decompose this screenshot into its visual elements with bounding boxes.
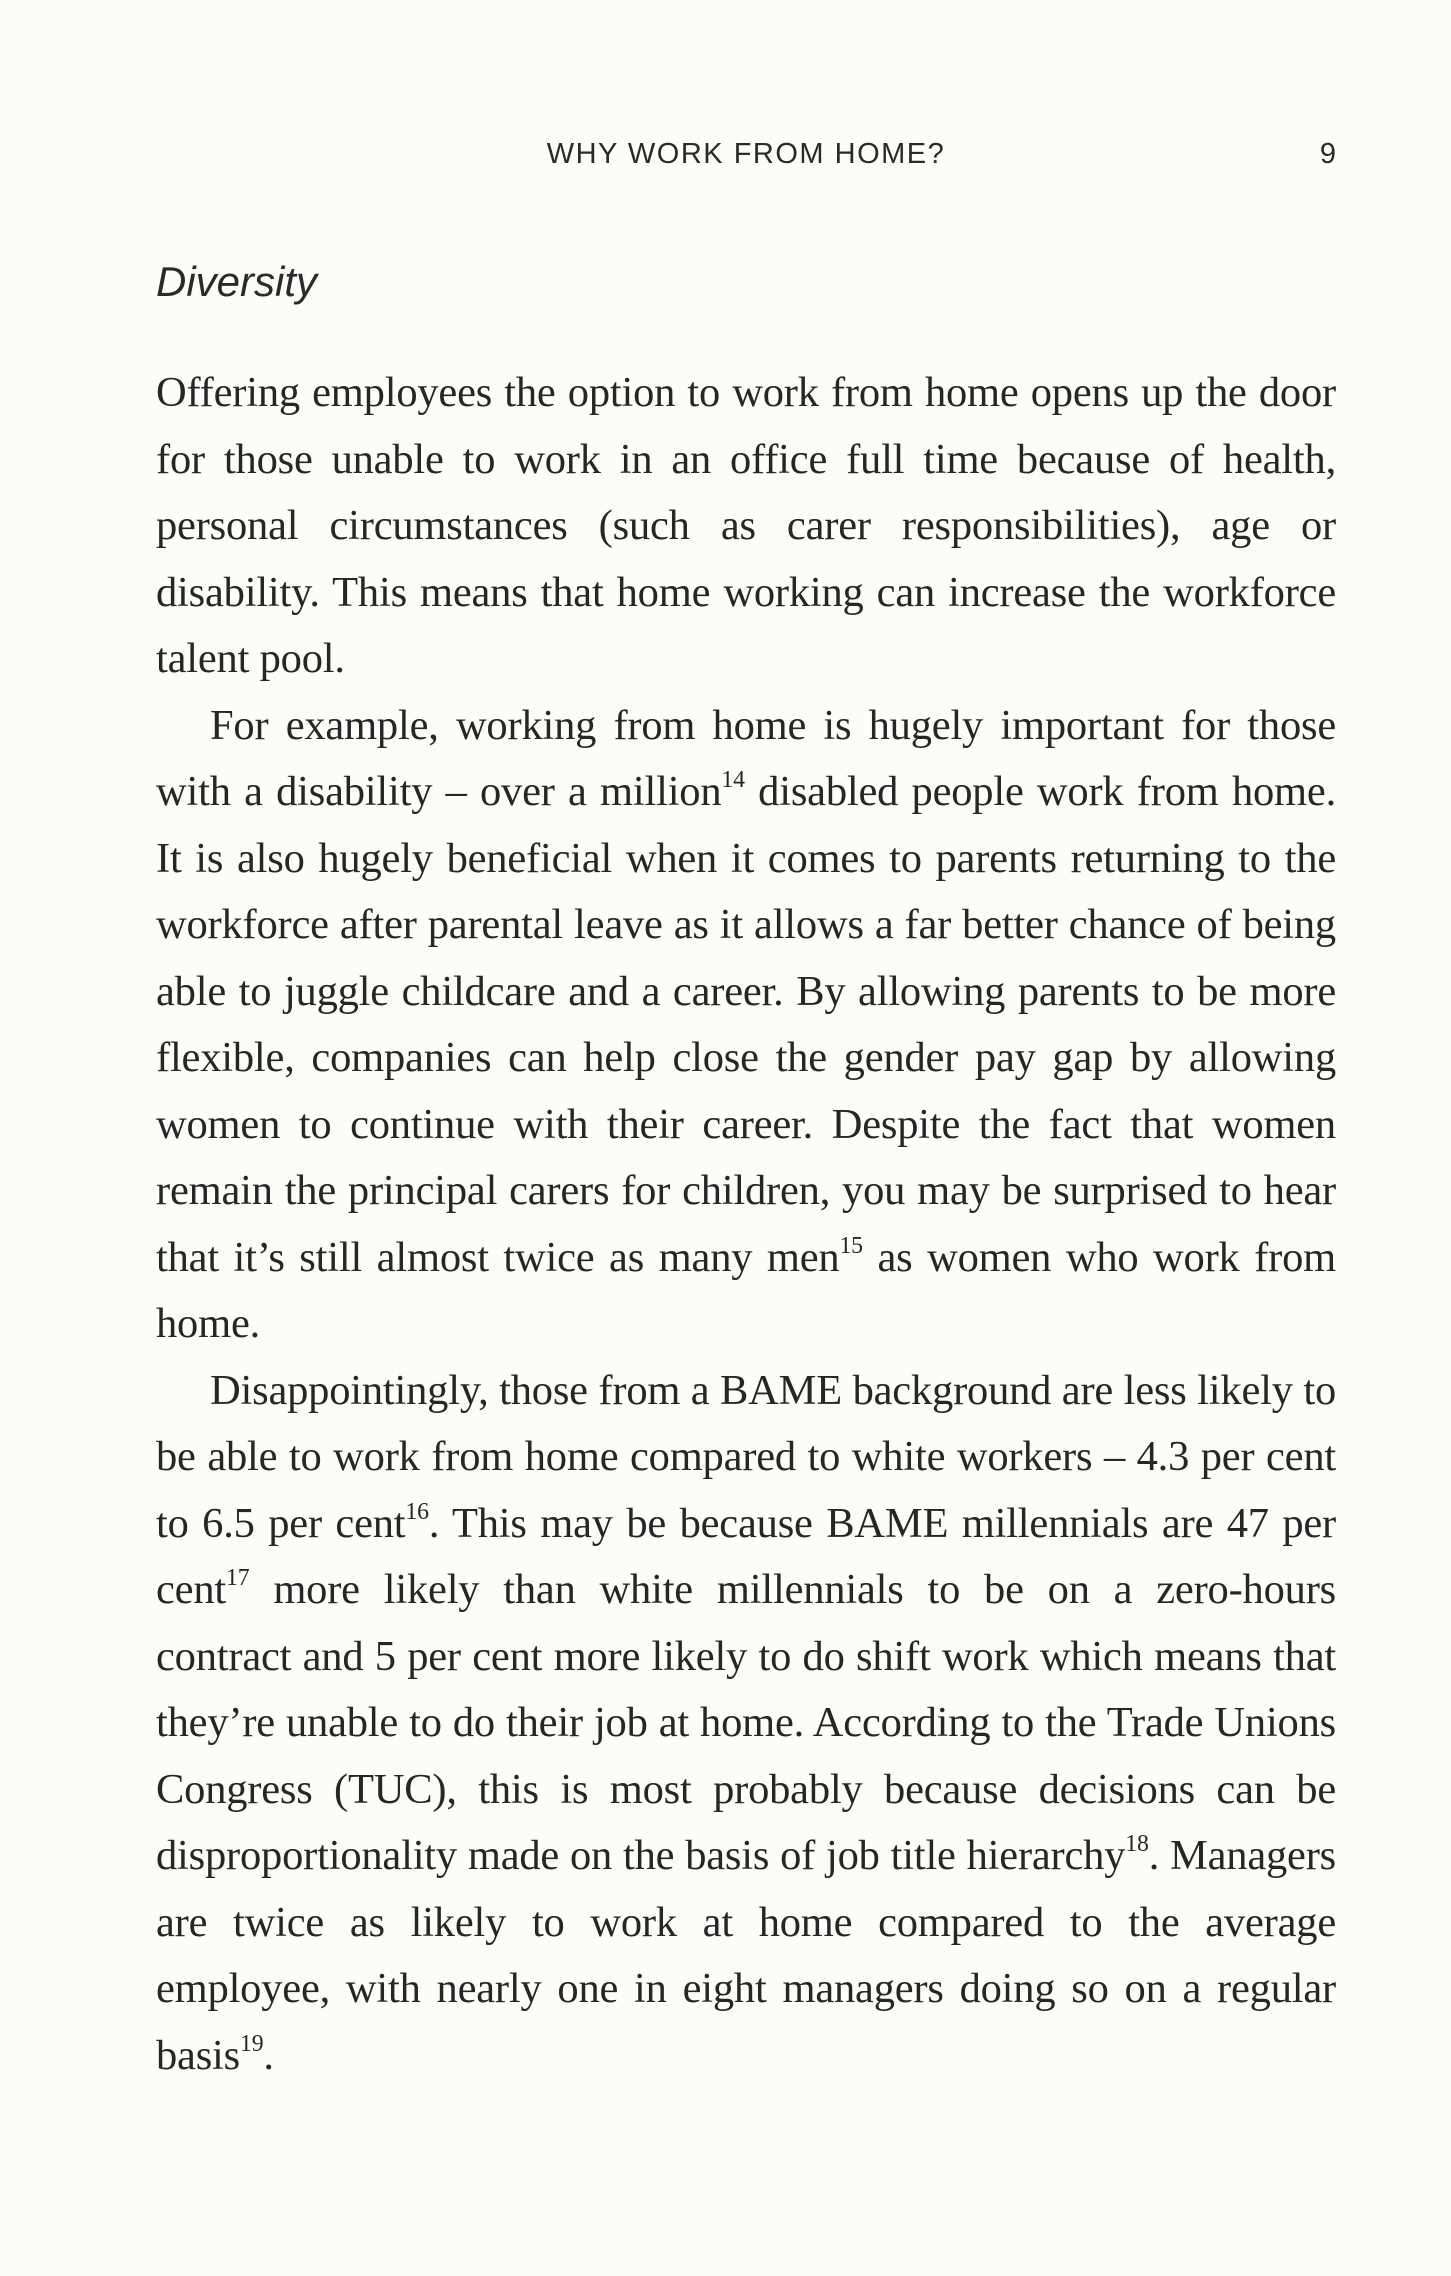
- footnote-ref-14: 14: [721, 767, 745, 794]
- text-span: . Managers are twice as likely to work at home compared to the average employee, with nearly one in eight managers doing so on a regular basis: [156, 1832, 1336, 2079]
- running-title: WHY WORK FROM HOME?: [546, 138, 946, 170]
- text-span: disabled people work from home. It is also hugely beneficial when it comes to parents returning to the workforce after parental leave as it allows a far better chance of being able to juggle childcare and a career. By allowing parents to be more flexible, companies can help close the gender pay gap by allowing women to continue with their career. Despite the fact that women remain the principal carers for children, you may be surprised to hear that it’s still almost twice as many men: [156, 768, 1336, 1281]
- text-span: For example, working from home is hugely important for those with a disability – over a million: [156, 701, 1336, 815]
- text-span: more likely than white millennials to be on a zero-hours contract and 5 per cent more likely to do shift work which means that they’re unable to do their job at home. According to the Trade Unions Congress (TUC), this is most probably because decisions can be disproportionality made on the basis of job title hierarchy: [156, 1566, 1336, 1879]
- footnote-ref-17: 17: [226, 1565, 250, 1592]
- paragraph-1: Offering employees the option to work from home opens up the door for those unable to work in an office full time because of health, personal circumstances (such as carer responsibilities), age or disability. This means that home working can increase the workforce talent pool.: [156, 369, 1336, 682]
- footnote-ref-16: 16: [405, 1498, 429, 1525]
- footnote-ref-19: 19: [240, 2030, 264, 2057]
- paragraph-2: [156, 693, 1336, 1358]
- section-heading: Diversity: [156, 258, 318, 305]
- text-span: . This may be because BAME millennials are 47 per cent: [156, 1499, 1336, 1613]
- running-head: [156, 138, 1336, 178]
- body-text: [156, 360, 1336, 2089]
- page-number: 9: [1319, 138, 1336, 170]
- footnote-ref-15: 15: [839, 1232, 863, 1259]
- text-span: as women who work from home.: [156, 1233, 1336, 1347]
- footnote-ref-18: 18: [1125, 1831, 1149, 1858]
- text-span: Disappointingly, those from a BAME background are less likely to be able to work from home compared to white workers – 4.3 per cent to 6.5 per cent: [156, 1366, 1336, 1547]
- text-span: .: [263, 2031, 274, 2079]
- paragraph-3: [156, 1358, 1336, 2090]
